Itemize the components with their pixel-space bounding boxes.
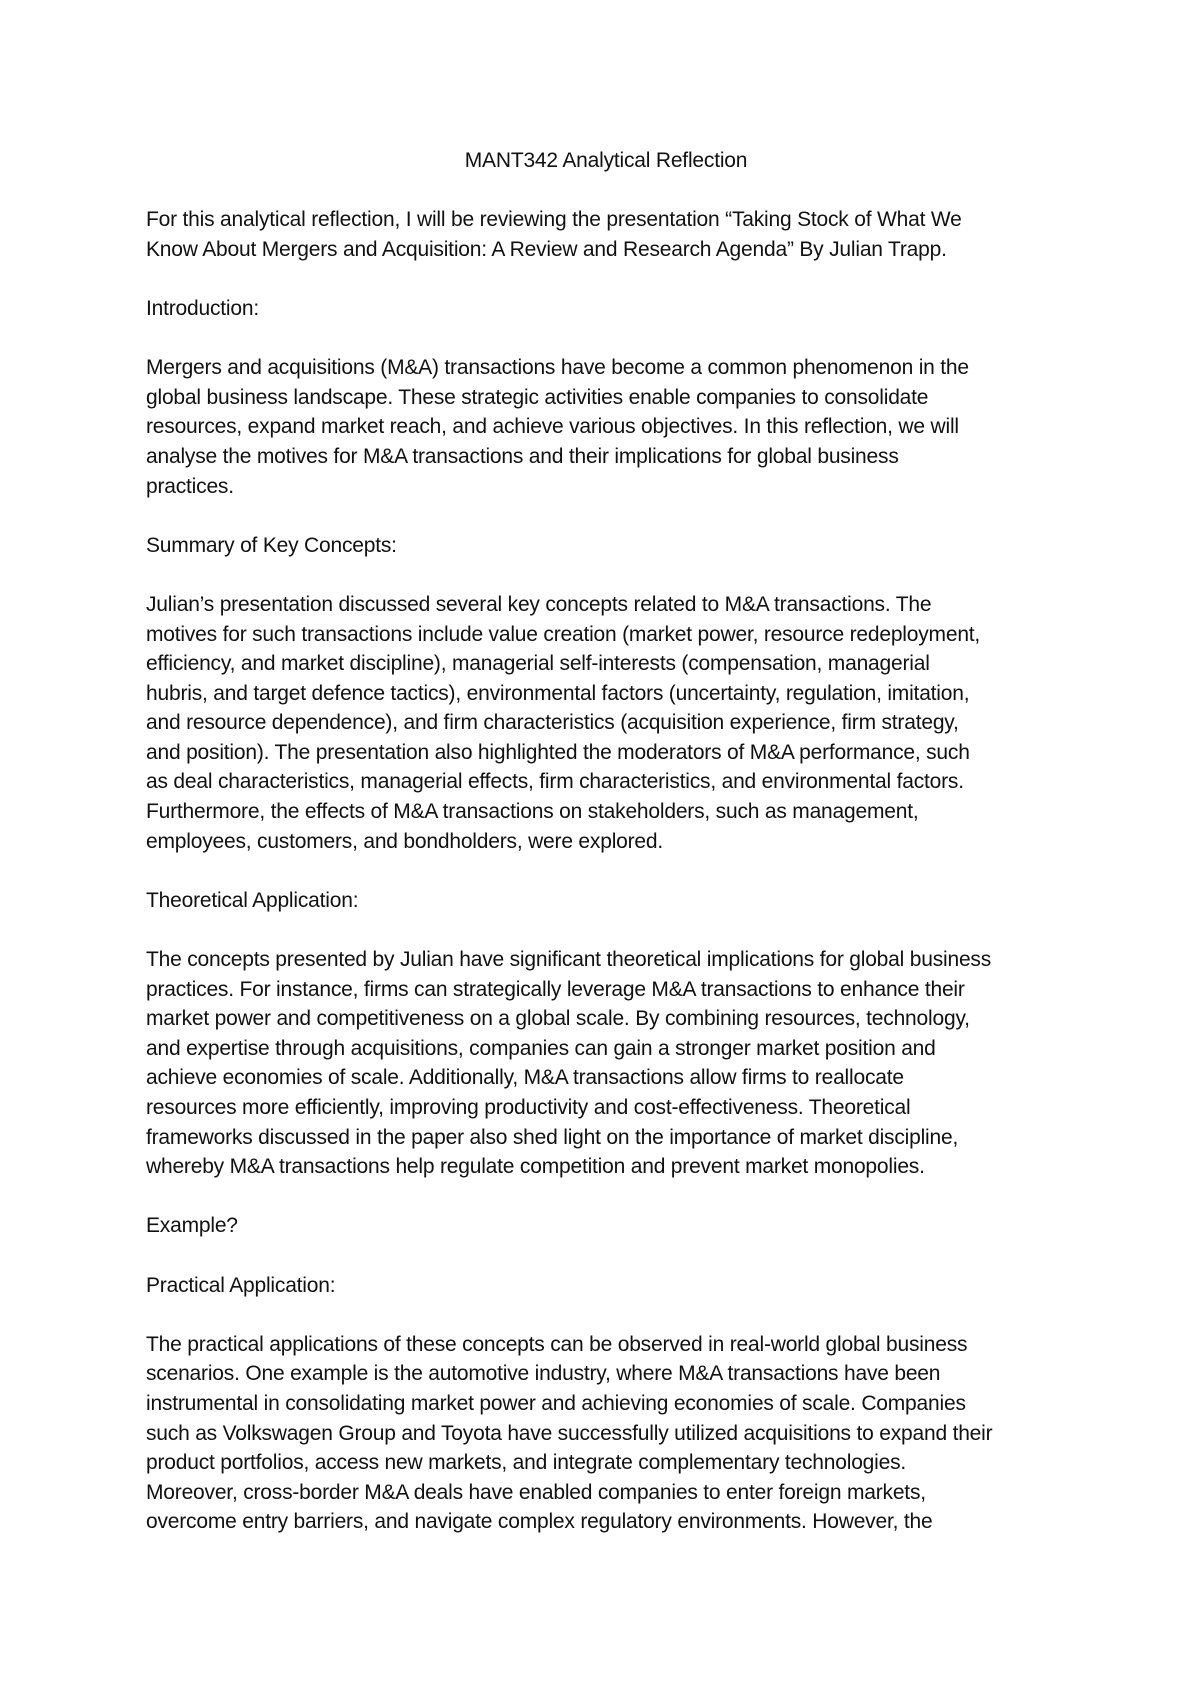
practical-heading: Practical Application: <box>146 1273 336 1297</box>
text-line: employees, customers, and bondholders, were explored. <box>146 829 664 853</box>
document-body <box>146 146 1066 1567</box>
text-line: The practical applications of these concepts can be observed in real-world global business <box>146 1332 968 1356</box>
text-line: practices. For instance, firms can strategically leverage M&A transactions to enhance their <box>146 977 965 1001</box>
text-line: Know About Mergers and Acquisition: A Review and Research Agenda” By Julian Trapp. <box>146 237 947 261</box>
text-line: global business landscape. These strategic activities enable companies to consolidate <box>146 385 929 409</box>
text-line: overcome entry barriers, and navigate complex regulatory environments. However, the <box>146 1510 933 1534</box>
intro-paragraph <box>146 205 1066 264</box>
theoretical-paragraph <box>146 945 1066 1182</box>
practical-paragraph <box>146 1330 1066 1537</box>
text-line: resources more efficiently, improving productivity and cost-effectiveness. Theoretical <box>146 1096 911 1119</box>
text-line: frameworks discussed in the paper also shed light on the importance of market discipline, <box>146 1125 959 1149</box>
text-line: motives for such transactions include value creation (market power, resource redeployment, <box>146 622 981 646</box>
theoretical-heading: Theoretical Application: <box>146 888 359 912</box>
text-line: practices. <box>146 474 234 498</box>
text-line: Furthermore, the effects of M&A transactions on stakeholders, such as management, <box>146 800 919 824</box>
text-line: market power and competitiveness on a global scale. By combining resources, technology, <box>146 1007 970 1031</box>
summary-paragraph <box>146 590 1066 856</box>
text-line: hubris, and target defence tactics), environmental factors (uncertainty, regulation, imitation, <box>146 681 970 705</box>
text-line: scenarios. One example is the automotive industry, where M&A transactions have been <box>146 1362 941 1386</box>
text-line: resources, expand market reach, and achieve various objectives. In this reflection, we will <box>146 415 959 439</box>
text-line: achieve economies of scale. Additionally, M&A transactions allow firms to reallocate <box>146 1066 904 1090</box>
introduction-heading: Introduction: <box>146 296 259 320</box>
text-line: Julian’s presentation discussed several key concepts related to M&A transactions. The <box>146 592 932 616</box>
text-line: such as Volkswagen Group and Toyota have successfully utilized acquisitions to expand their <box>146 1421 993 1445</box>
introduction-paragraph <box>146 353 1066 501</box>
text-line: Mergers and acquisitions (M&A) transactions have become a common phenomenon in the <box>146 356 969 380</box>
text-line: and position). The presentation also highlighted the moderators of M&A performance, such <box>146 740 970 764</box>
text-line: as deal characteristics, managerial effects, firm characteristics, and environmental factors. <box>146 770 964 794</box>
text-line: and expertise through acquisitions, companies can gain a stronger market position and <box>146 1036 936 1060</box>
text-line: analyse the motives for M&A transactions and their implications for global business <box>146 444 899 468</box>
text-line: instrumental in consolidating market power and achieving economies of scale. Companies <box>146 1391 966 1415</box>
text-line: For this analytical reflection, I will be reviewing the presentation “Taking Stock of What We <box>146 208 962 232</box>
text-line: Moreover, cross-border M&A deals have enabled companies to enter foreign markets, <box>146 1480 926 1504</box>
text-line: and resource dependence), and firm characteristics (acquisition experience, firm strategy, <box>146 711 959 735</box>
text-line: whereby M&A transactions help regulate competition and prevent market monopolies. <box>146 1155 925 1179</box>
text-line: efficiency, and market discipline), managerial self-interests (compensation, managerial <box>146 652 930 676</box>
document-title: MANT342 Analytical Reflection <box>464 149 748 172</box>
text-line: product portfolios, access new markets, and integrate complementary technologies. <box>146 1451 907 1475</box>
example-heading: Example? <box>146 1214 238 1238</box>
summary-heading: Summary of Key Concepts: <box>146 533 397 557</box>
text-line: The concepts presented by Julian have significant theoretical implications for global business <box>146 948 992 972</box>
